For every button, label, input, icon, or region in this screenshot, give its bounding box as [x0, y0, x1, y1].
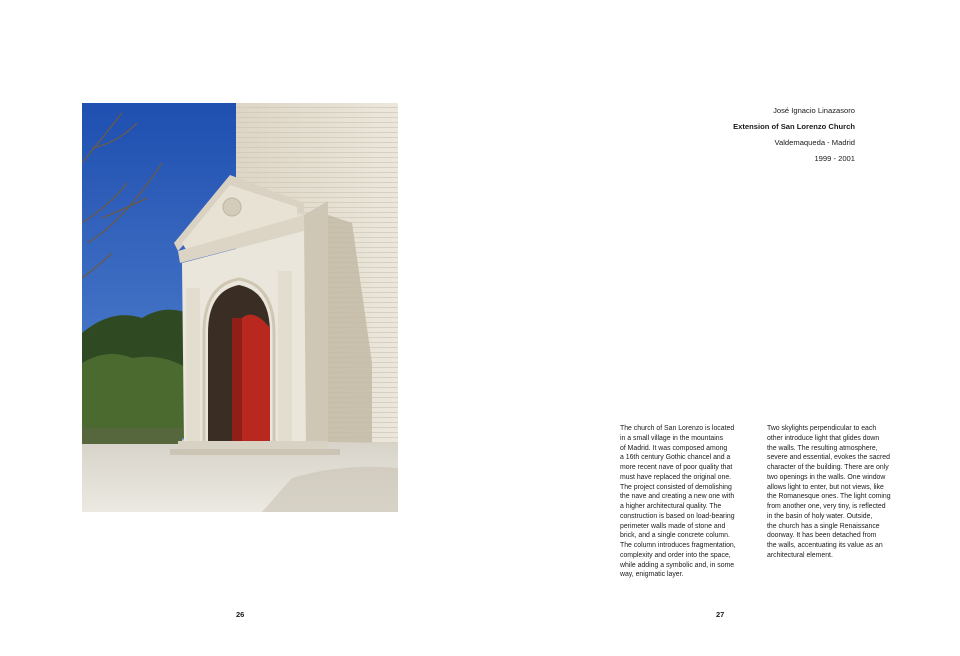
- project-title: Extension of San Lorenzo Church: [733, 122, 855, 131]
- text-line: way, enigmatic layer.: [620, 571, 684, 579]
- text-line: brick, and a single concrete column.: [620, 532, 730, 540]
- text-line: the nave and creating a new one with: [620, 493, 735, 501]
- text-line: The church of San Lorenzo is located: [620, 425, 735, 432]
- text-line: must have replaced the original one.: [620, 473, 732, 481]
- text-line: doorway. It has been detached from: [767, 532, 877, 540]
- text-line: while adding a symbolic and, in some: [620, 561, 735, 569]
- church-doorway-photo: [82, 103, 398, 512]
- text-line: The project consisted of demolishing: [620, 483, 732, 491]
- text-line: more recent nave of poor quality that: [620, 464, 733, 471]
- text-line: Two skylights perpendicular to each: [767, 425, 877, 432]
- page-number-left: 26: [236, 610, 245, 619]
- text-line: in the basin of holy water. Outside,: [767, 512, 873, 520]
- text-line: construction is based on load-bearing: [620, 512, 735, 520]
- text-line: in a small village in the mountains: [620, 434, 724, 442]
- text-line: a higher architectural quality. The: [620, 503, 722, 510]
- project-years: 1999 - 2001: [814, 154, 855, 163]
- text-line: of Madrid. It was composed among: [620, 444, 728, 452]
- text-line: perimeter walls made of stone and: [620, 522, 726, 530]
- text-line: the church has a single Renaissance: [767, 522, 880, 530]
- text-line: character of the building. There are only: [767, 464, 889, 471]
- text-line: severe and essential, evokes the sacred: [767, 454, 890, 462]
- text-line: the Romanesque ones. The light coming: [767, 493, 891, 501]
- page-number-right: 27: [716, 610, 725, 619]
- project-credits: [595, 103, 855, 167]
- text-line: the walls, accentuating its value as an: [767, 542, 883, 549]
- project-location: Valdemaqueda - Madrid: [774, 138, 855, 147]
- text-line: complexity and order into the space,: [620, 551, 731, 559]
- text-line: two openings in the walls. One window: [767, 473, 886, 481]
- body-text-column-right: [767, 424, 907, 561]
- text-line: The column introduces fragmentation,: [620, 542, 736, 549]
- text-line: from another one, very tiny, is reflected: [767, 503, 886, 510]
- text-line: architectural element.: [767, 551, 833, 559]
- architect-name: José Ignacio Linazasoro: [773, 106, 855, 115]
- body-text-column-left: [620, 424, 760, 580]
- text-line: a 16th century Gothic chancel and a: [620, 454, 731, 462]
- text-line: other introduce light that glides down: [767, 434, 880, 442]
- text-line: the walls. The resulting atmosphere,: [767, 444, 878, 452]
- text-line: allows light to enter, but not views, like: [767, 483, 884, 491]
